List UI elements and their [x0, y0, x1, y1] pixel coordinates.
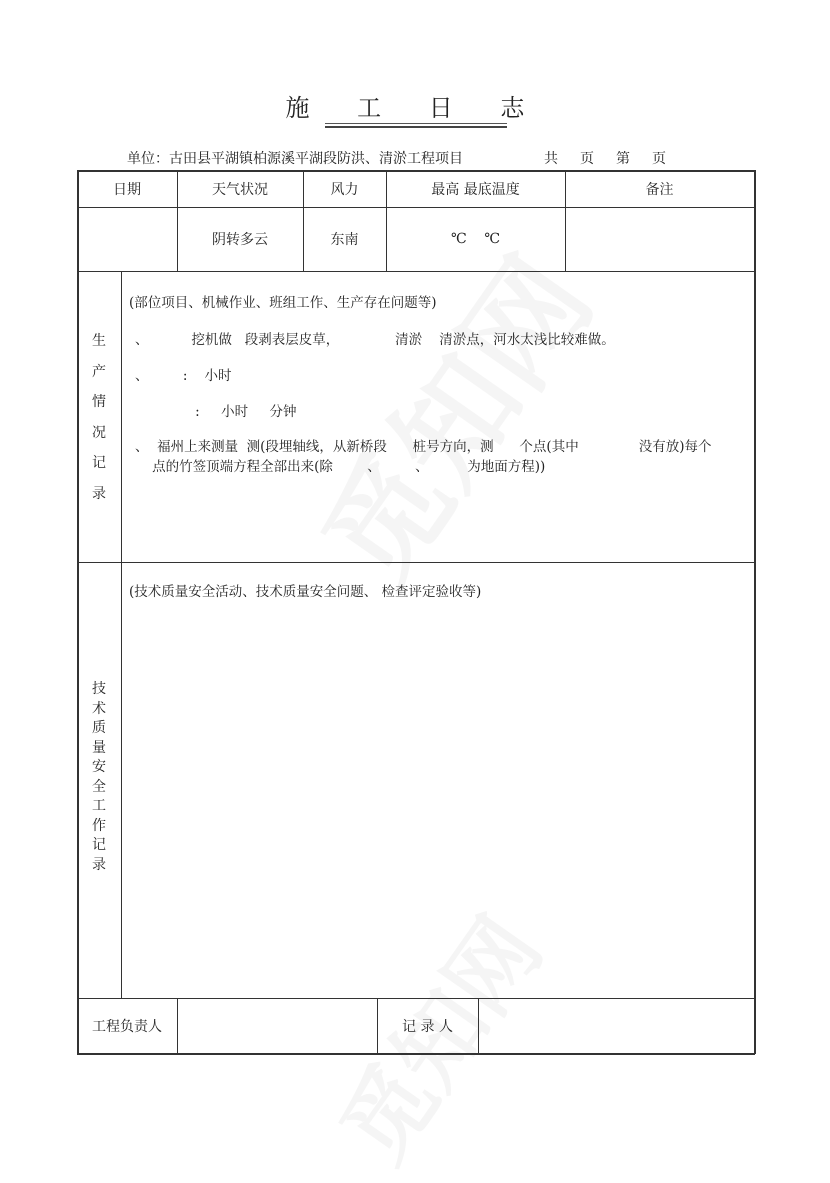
- unit-label: 单位：古田县平湖镇柏源溪平湖段防洪、清淤工程项目: [127, 151, 463, 167]
- recorder-value[interactable]: [478, 998, 754, 1053]
- production-section-label: 生 产 情 况 记 录: [92, 333, 106, 502]
- production-hint: (部位项目、机械作业、班组工作、生产存在问题等): [129, 295, 437, 311]
- page-count: [544, 148, 688, 168]
- production-line: 、 : 小时: [135, 368, 232, 384]
- temperature-value[interactable]: ℃ ℃: [450, 231, 501, 247]
- watermark: [276, 219, 623, 613]
- production-line: 、 福州上来测量 测(段埋轴线，从新桥段 桩号方向，测 个点(其中 没有放)每个: [135, 439, 712, 455]
- title-underline: [325, 126, 507, 128]
- quality-hint: (技术质量安全活动、技术质量安全问题、 检查评定验收等): [129, 584, 482, 600]
- header-temperature: 最高 最底温度: [431, 181, 520, 198]
- header-note: 备注: [645, 181, 674, 198]
- header-weather: 天气状况: [212, 181, 268, 198]
- production-line: : 小时 分钟: [135, 404, 297, 420]
- header-wind: 风力: [330, 181, 359, 198]
- wind-value[interactable]: 东南: [330, 232, 359, 248]
- recorder-label: 记 录 人: [402, 1018, 453, 1035]
- manager-value[interactable]: [177, 998, 377, 1053]
- date-value[interactable]: [77, 207, 177, 271]
- note-value[interactable]: [565, 207, 754, 271]
- page-title: 施 工 日 志: [285, 94, 545, 122]
- weather-value[interactable]: 阴转多云: [212, 232, 268, 248]
- title-underline: [325, 123, 507, 124]
- production-line: 点的竹签顶端方程全部出来(除 、 、 为地面方程)): [135, 459, 546, 475]
- production-line: 、 挖机做 段剥表层皮草， 清淤 清淤点，河水太浅比较难做。: [135, 332, 615, 348]
- quality-section-label: 技 术 质 量 安 全 工 作 记 录: [92, 681, 106, 873]
- total-label: 共: [544, 151, 558, 167]
- page-label: 页: [652, 151, 666, 167]
- current-label: 第: [616, 151, 630, 167]
- header-date: 日期: [113, 181, 141, 198]
- manager-label: 工程负责人: [92, 1018, 162, 1035]
- page-label: 页: [580, 151, 594, 167]
